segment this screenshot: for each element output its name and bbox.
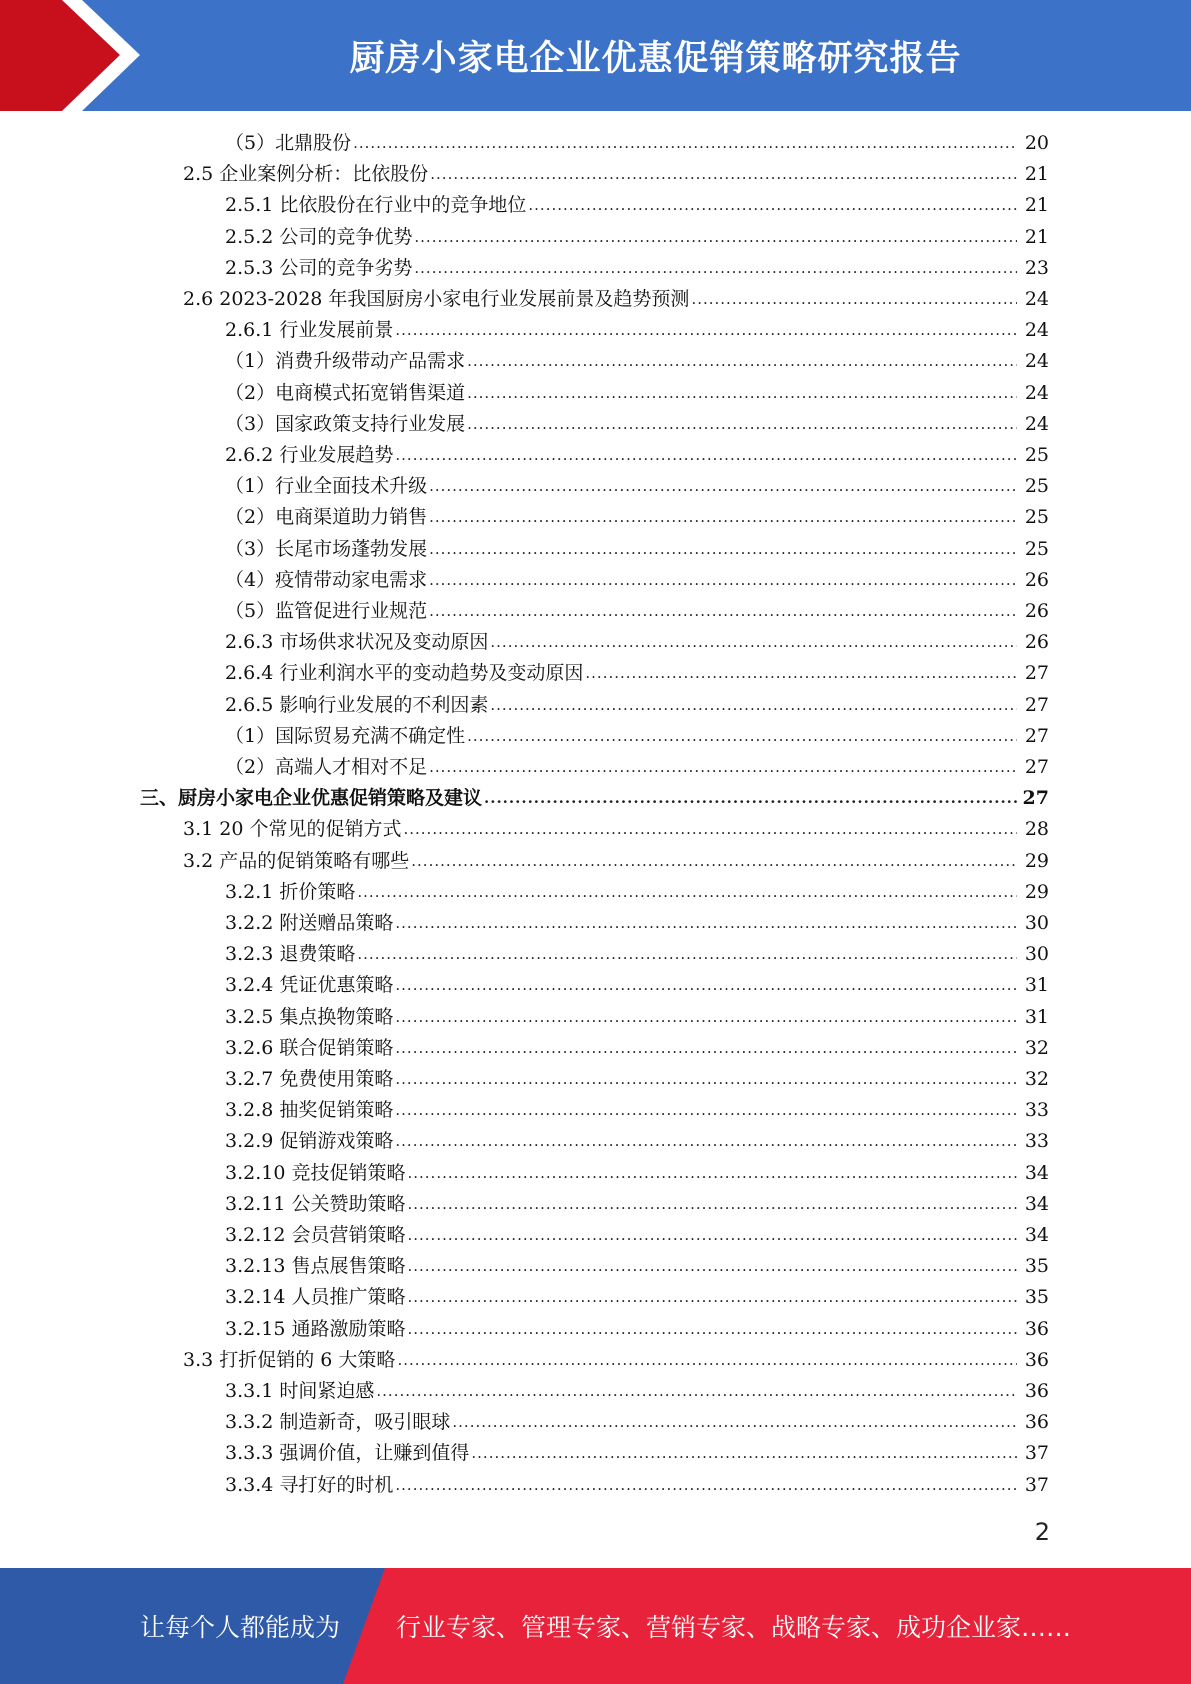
- toc-entry[interactable]: [225, 1438, 1049, 1469]
- toc-entry[interactable]: [225, 502, 1049, 533]
- toc-entry[interactable]: [183, 284, 1049, 315]
- toc-entry[interactable]: [225, 1033, 1049, 1064]
- toc-dot-leader: [376, 1376, 1017, 1407]
- toc-dot-leader: [467, 378, 1017, 409]
- toc-entry[interactable]: [225, 534, 1049, 565]
- toc-entry-label: 3.2.10 竞技促销策略: [225, 1162, 406, 1184]
- toc-entry-page: 23: [1024, 257, 1049, 279]
- toc-dot-leader: [407, 1220, 1017, 1251]
- toc-entry-page: 29: [1024, 881, 1049, 903]
- toc-entry[interactable]: [225, 1314, 1049, 1345]
- toc-entry-page: 29: [1024, 850, 1049, 872]
- toc-entry[interactable]: [225, 752, 1049, 783]
- toc-entry[interactable]: [225, 1220, 1049, 1251]
- toc-entry-page: 31: [1024, 1006, 1049, 1028]
- toc-entry-label: 2.5.2 公司的竞争优势: [225, 226, 413, 248]
- toc-entry-page: 34: [1024, 1193, 1049, 1215]
- toc-entry[interactable]: [225, 1064, 1049, 1095]
- toc-entry-label: 3.2.8 抽奖促销策略: [225, 1099, 394, 1121]
- toc-entry[interactable]: [225, 721, 1049, 752]
- toc-dot-leader: [411, 846, 1017, 877]
- toc-dot-leader: [528, 190, 1017, 221]
- footer-slogan-left: 让每个人都能成为: [140, 1613, 341, 1642]
- toc-entry[interactable]: [183, 1345, 1049, 1376]
- toc-entry-page: 24: [1024, 413, 1049, 435]
- toc-entry[interactable]: [225, 1189, 1049, 1220]
- toc-entry[interactable]: [183, 814, 1049, 845]
- toc-entry-label: 3.3.3 强调价值，让赚到值得: [225, 1442, 470, 1464]
- toc-entry-label: 2.6.5 影响行业发展的不利因素: [225, 694, 489, 716]
- toc-entry[interactable]: [225, 877, 1049, 908]
- toc-dot-leader: [357, 939, 1017, 970]
- toc-entry[interactable]: [225, 315, 1049, 346]
- toc-entry[interactable]: [225, 1407, 1049, 1438]
- toc-entry-label: （3）国家政策支持行业发展: [225, 413, 466, 435]
- toc-entry[interactable]: [225, 939, 1049, 970]
- toc-entry[interactable]: [225, 596, 1049, 627]
- toc-dot-leader: [414, 222, 1017, 253]
- toc-entry-label: （5）北鼎股份: [225, 132, 352, 154]
- toc-entry-page: 25: [1024, 538, 1049, 560]
- toc-entry-label: 3.1 20 个常见的促销方式: [183, 818, 402, 840]
- toc-entry-label: 3.3 打折促销的 6 大策略: [183, 1349, 396, 1371]
- toc-dot-leader: [357, 877, 1017, 908]
- toc-dot-leader: [395, 1064, 1017, 1095]
- toc-entry-page: 30: [1024, 912, 1049, 934]
- toc-entry[interactable]: [225, 1251, 1049, 1282]
- footer-slogan-right: 行业专家、管理专家、营销专家、战略专家、成功企业家……: [396, 1613, 1072, 1642]
- footer-banner: [0, 1568, 1191, 1684]
- toc-entry-label: 3.3.1 时间紧迫感: [225, 1380, 375, 1402]
- toc-entry-page: 26: [1024, 631, 1049, 653]
- toc-entry-page: 33: [1024, 1130, 1049, 1152]
- toc-entry-page: 27: [1022, 787, 1049, 809]
- toc-entry-page: 24: [1024, 319, 1049, 341]
- toc-entry[interactable]: [225, 378, 1049, 409]
- toc-entry-label: 3.2.1 折价策略: [225, 881, 356, 903]
- toc-entry[interactable]: [225, 471, 1049, 502]
- toc-dot-leader: [467, 346, 1017, 377]
- toc-entry-page: 24: [1024, 382, 1049, 404]
- toc-entry-page: 36: [1024, 1380, 1049, 1402]
- toc-entry-label: （4）疫情带动家电需求: [225, 569, 428, 591]
- toc-entry[interactable]: [225, 690, 1049, 721]
- toc-entry-page: 28: [1024, 818, 1049, 840]
- toc-entry-label: 3.2.12 会员营销策略: [225, 1224, 406, 1246]
- toc-dot-leader: [407, 1251, 1017, 1282]
- toc-entry[interactable]: [183, 159, 1049, 190]
- toc-entry-page: 35: [1024, 1286, 1049, 1308]
- toc-entry-label: （1）行业全面技术升级: [225, 475, 428, 497]
- toc-entry[interactable]: [225, 970, 1049, 1001]
- toc-dot-leader: [484, 783, 1017, 814]
- toc-entry-page: 36: [1024, 1349, 1049, 1371]
- toc-dot-leader: [395, 1033, 1017, 1064]
- toc-dot-leader: [407, 1314, 1017, 1345]
- toc-entry-page: 25: [1024, 475, 1049, 497]
- toc-entry-page: 36: [1024, 1411, 1049, 1433]
- toc-entry[interactable]: [225, 908, 1049, 939]
- toc-entry-label: 三、厨房小家电企业优惠促销策略及建议: [140, 787, 483, 809]
- toc-entry-label: 3.2.5 集点换物策略: [225, 1006, 394, 1028]
- toc-entry-page: 27: [1024, 694, 1049, 716]
- toc-entry-label: 2.6.3 市场供求状况及变动原因: [225, 631, 489, 653]
- toc-entry-label: 2.6 2023-2028 年我国厨房小家电行业发展前景及趋势预测: [183, 288, 690, 310]
- toc-entry[interactable]: [225, 1158, 1049, 1189]
- toc-entry-label: 2.5 企业案例分析：比依股份: [183, 163, 429, 185]
- toc-entry-page: 20: [1024, 132, 1049, 154]
- toc-entry[interactable]: [225, 1095, 1049, 1126]
- header-banner: [0, 0, 1191, 111]
- toc-entry[interactable]: [225, 565, 1049, 596]
- toc-entry-label: （5）监管促进行业规范: [225, 600, 428, 622]
- toc-entry-page: 32: [1024, 1068, 1049, 1090]
- toc-entry[interactable]: [225, 627, 1049, 658]
- toc-entry-label: 3.3.2 制造新奇，吸引眼球: [225, 1411, 451, 1433]
- toc-entry-label: 3.2.2 附送赠品策略: [225, 912, 394, 934]
- toc-entry-label: （2）高端人才相对不足: [225, 756, 428, 778]
- toc-entry-page: 21: [1024, 194, 1049, 216]
- toc-entry-page: 27: [1024, 756, 1049, 778]
- page-number: 2: [1034, 1518, 1050, 1546]
- toc-entry-page: 31: [1024, 974, 1049, 996]
- toc-entry-page: 30: [1024, 943, 1049, 965]
- document-title: 厨房小家电企业优惠促销策略研究报告: [349, 38, 962, 79]
- toc-dot-leader: [452, 1407, 1017, 1438]
- toc-entry-label: 2.6.1 行业发展前景: [225, 319, 394, 341]
- toc-entry-page: 27: [1024, 725, 1049, 747]
- toc-entry-page: 32: [1024, 1037, 1049, 1059]
- toc-entry-page: 33: [1024, 1099, 1049, 1121]
- toc-dot-leader: [467, 721, 1017, 752]
- toc-entry-page: 35: [1024, 1255, 1049, 1277]
- toc-entry[interactable]: [225, 440, 1049, 471]
- toc-entry-label: 3.2.3 退费策略: [225, 943, 356, 965]
- toc-entry-page: 24: [1024, 288, 1049, 310]
- toc-entry-label: 2.6.2 行业发展趋势: [225, 444, 394, 466]
- toc-entry[interactable]: [225, 658, 1049, 689]
- toc-entry-label: 2.6.4 行业利润水平的变动趋势及变动原因: [225, 662, 584, 684]
- toc-dot-leader: [395, 315, 1017, 346]
- toc-entry-label: （3）长尾市场蓬勃发展: [225, 538, 428, 560]
- toc-entry-page: 26: [1024, 600, 1049, 622]
- toc-dot-leader: [429, 596, 1017, 627]
- toc-entry-page: 26: [1024, 569, 1049, 591]
- toc-dot-leader: [429, 534, 1017, 565]
- toc-entry-label: 3.2.14 人员推广策略: [225, 1286, 406, 1308]
- toc-entry-label: （2）电商渠道助力销售: [225, 506, 428, 528]
- toc-entry-label: （2）电商模式拓宽销售渠道: [225, 382, 466, 404]
- toc-dot-leader: [395, 1002, 1017, 1033]
- toc-entry-page: 21: [1024, 163, 1049, 185]
- toc-entry[interactable]: [225, 128, 1049, 159]
- toc-dot-leader: [395, 1126, 1017, 1157]
- toc-entry-page: 27: [1024, 662, 1049, 684]
- toc-dot-leader: [407, 1282, 1017, 1313]
- toc-dot-leader: [490, 690, 1017, 721]
- toc-entry[interactable]: [225, 409, 1049, 440]
- toc-dot-leader: [429, 565, 1017, 596]
- toc-entry-page: 25: [1024, 444, 1049, 466]
- toc-entry-label: 3.2.15 通路激励策略: [225, 1318, 406, 1340]
- toc-entry[interactable]: [225, 222, 1049, 253]
- toc-entry-page: 24: [1024, 350, 1049, 372]
- toc-entry[interactable]: [225, 1126, 1049, 1157]
- toc-entry-page: 25: [1024, 506, 1049, 528]
- toc-dot-leader: [395, 908, 1017, 939]
- toc-entry-page: 34: [1024, 1224, 1049, 1246]
- toc-entry-page: 36: [1024, 1318, 1049, 1340]
- toc-entry[interactable]: [225, 1002, 1049, 1033]
- toc-entry[interactable]: [225, 1282, 1049, 1313]
- toc-dot-leader: [429, 471, 1017, 502]
- toc-dot-leader: [395, 1470, 1017, 1501]
- toc-entry[interactable]: [225, 346, 1049, 377]
- toc-dot-leader: [691, 284, 1017, 315]
- toc-dot-leader: [395, 970, 1017, 1001]
- toc-dot-leader: [395, 440, 1017, 471]
- toc-entry-page: 21: [1024, 226, 1049, 248]
- toc-entry-label: 3.2.4 凭证优惠策略: [225, 974, 394, 996]
- toc-entry-label: 2.5.3 公司的竞争劣势: [225, 257, 413, 279]
- toc-dot-leader: [429, 752, 1017, 783]
- toc-entry-page: 37: [1024, 1474, 1049, 1496]
- toc-entry-page: 37: [1024, 1442, 1049, 1464]
- toc-dot-leader: [471, 1438, 1017, 1469]
- toc-dot-leader: [397, 1345, 1017, 1376]
- header-arrow-decoration: [0, 0, 200, 111]
- toc-dot-leader: [403, 814, 1017, 845]
- toc-entry[interactable]: [225, 1376, 1049, 1407]
- toc-entry-label: 3.3.4 寻打好的时机: [225, 1474, 394, 1496]
- toc-dot-leader: [353, 128, 1017, 159]
- toc-dot-leader: [430, 159, 1017, 190]
- toc-entry-label: 3.2.6 联合促销策略: [225, 1037, 394, 1059]
- toc-dot-leader: [407, 1189, 1017, 1220]
- toc-entry-label: （1）消费升级带动产品需求: [225, 350, 466, 372]
- toc-entry-label: 3.2.7 免费使用策略: [225, 1068, 394, 1090]
- toc-entry-label: 3.2.9 促销游戏策略: [225, 1130, 394, 1152]
- toc-dot-leader: [490, 627, 1017, 658]
- toc-entry-label: 2.5.1 比依股份在行业中的竞争地位: [225, 194, 527, 216]
- toc-dot-leader: [585, 658, 1017, 689]
- toc-dot-leader: [395, 1095, 1017, 1126]
- toc-entry[interactable]: [140, 783, 1049, 814]
- toc-entry[interactable]: [225, 190, 1049, 221]
- toc-entry[interactable]: [183, 846, 1049, 877]
- toc-entry-page: 34: [1024, 1162, 1049, 1184]
- toc-entry[interactable]: [225, 1470, 1049, 1501]
- toc-dot-leader: [429, 502, 1017, 533]
- toc-dot-leader: [467, 409, 1017, 440]
- toc-entry-label: 3.2 产品的促销策略有哪些: [183, 850, 410, 872]
- toc-entry[interactable]: [225, 253, 1049, 284]
- toc-entry-label: 3.2.11 公关赞助策略: [225, 1193, 406, 1215]
- toc-entry-label: 3.2.13 售点展售策略: [225, 1255, 406, 1277]
- toc-dot-leader: [407, 1158, 1017, 1189]
- toc-dot-leader: [414, 253, 1017, 284]
- toc-entry-label: （1）国际贸易充满不确定性: [225, 725, 466, 747]
